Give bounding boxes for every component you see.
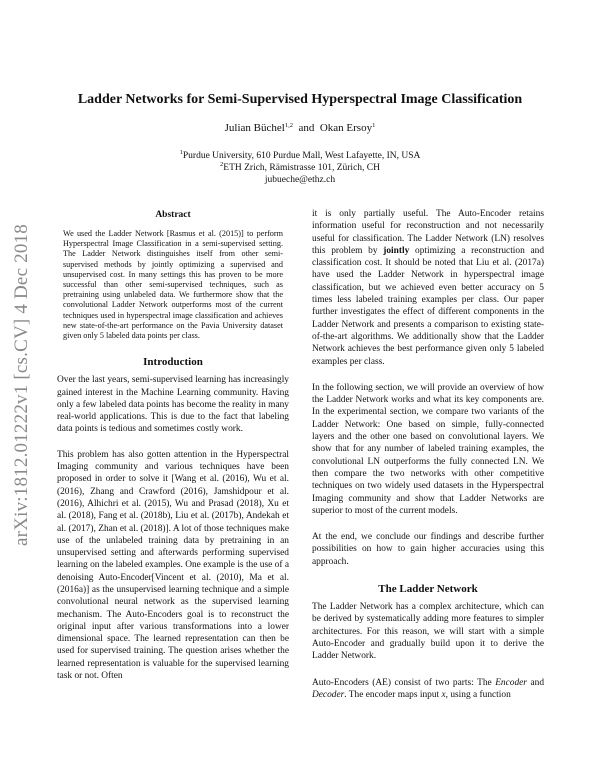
paper-title: Ladder Networks for Semi-Supervised Hyperspectral Image Classification xyxy=(77,92,523,107)
email: jubueche@ethz.ch xyxy=(264,175,336,185)
abstract-heading: Abstract xyxy=(155,210,191,220)
right-column xyxy=(312,208,544,715)
introduction-heading: Introduction xyxy=(143,356,203,369)
intro-paragraph-5: At the end, we conclude our findings and describe further possibilities on how to gain higher accuracies using this approach. xyxy=(312,532,544,567)
p2-and: and xyxy=(530,677,545,688)
affil-2-text: ETH Zrich, Rämistrasse 101, Zürich, CH xyxy=(223,163,380,173)
p3-text-b: optimizing a reconstruction and classification cost. It should be noted that Liu et al. (2017a) have used the Ladder Network in hyperspectral image classification, but we achieved even better accuracy on 5 times less labeled training examples per class. Our paper further investigates the effect of different components in the Ladder Network and presents a comparison to existing state-of-the-art algorithms. We additionally show that the Ladder Network achieves the best performance given only 5 labeled examples per class. xyxy=(312,245,545,367)
p2-text-c: , using a function xyxy=(445,689,511,700)
p3-text-a: it is only partially useful. The Auto-Encoder retains information useful for reconstruction and not necessarily useful for classification. The Ladder Network (LN) resolves this problem by xyxy=(312,209,544,256)
affil-1-text: Purdue University, 610 Purdue Mall, West Lafayette, IN, USA xyxy=(182,151,421,161)
affil-1-marker: 1 xyxy=(179,149,183,156)
p3-bold-jointly: jointly xyxy=(383,245,410,256)
ladder-paragraph-1: The Ladder Network has a complex architecture, which can be derived by systematically adding more features to simpler architectures. For this reason, we will start with a simple Auto-Encoder and gradually build upon it to derive the Ladder Network. xyxy=(312,602,544,662)
left-column xyxy=(57,210,289,695)
p2-text-a: Auto-Encoders (AE) consist of two parts: The xyxy=(312,677,492,688)
p2-text-b: . The encoder maps input xyxy=(344,689,440,700)
term-decoder: Decoder xyxy=(312,689,345,700)
term-encoder: Encoder xyxy=(495,677,527,688)
intro-paragraph-1: Over the last years, semi-supervised learning has increasingly gained interest in the Machine Learning community. Having only a few labeled data points has become the reality in many real-world applications. This is due to the fact that labeling data points is tedious and sometimes costly work. xyxy=(57,375,289,435)
affiliations xyxy=(0,150,600,186)
ladder-network-heading: The Ladder Network xyxy=(378,583,478,596)
author-2: Okan Ersoy xyxy=(319,122,373,134)
intro-paragraph-2: This problem has also gotten attention in the Hyperspectral Imaging community and various techniques have been proposed in order to solve it [Wang et al. (2016), Wu et al. (2016), Zhang and Crawford (2016), Jamshidpour et al. (2016), Alhichri et al. (2015), Wu and Prasad (2018), Xu et al. (2018), Fang et al. (2018b), Liu et al. (2017b), Andekah et al. (2017), Zhan et al. (2018)]. A lot of those techniques make use of the unlabeled training data by pretraining in an unsupervised setting and afterwards performing supervised learning on the labeled examples. One example is the use of a denoising Auto-Encoder[Vincent et al. (2010), Ma et al. (2016a)] as the unsupervised learning technique and a simple convolutional neural network as the supervised learning mechanism. The Auto-Encoders goal is to reconstruct the original input after various transformations into a lower dimensional space. The learned representation can then be used for supervised training. The question arises whether the learned representation is valuable for the supervised learning task or not. Often xyxy=(57,449,289,682)
ladder-paragraph-2 xyxy=(312,677,544,702)
arxiv-stamp: arXiv:1812.01222v1 [cs.CV] 4 Dec 2018 xyxy=(11,224,32,546)
affiliation-1 xyxy=(0,150,600,162)
affil-2-marker: 2 xyxy=(220,161,224,168)
author-2-affil-marker: 1 xyxy=(372,122,376,129)
author-1-affil-marker: 1,2 xyxy=(284,122,293,129)
intro-paragraph-4: In the following section, we will provide an overview of how the Ladder Network works and what its key components are. In the experimental section, we compare two variants of the Ladder Network: One based on simple, fully-connected layers and the other one based on convolutional layers. We show that for any number of labeled training examples, the convolutional LN outperforms the fully connected LN. We then compare the two networks with other competitive techniques on two widely used datasets in the Hyperspectral Imaging community and show that Ladder Networks are superior to most of the current models. xyxy=(312,382,544,516)
intro-paragraph-3 xyxy=(312,208,544,368)
author-connector: and xyxy=(298,122,315,134)
affiliation-2 xyxy=(0,162,600,174)
author-line xyxy=(0,122,600,134)
var-x: x xyxy=(441,689,446,700)
abstract-text: We used the Ladder Network [Rasmus et al. (2015)] to perform Hyperspectral Image Classification in a semi-supervised setting. The Ladder Network distinguishes itself from other semi-supervised methods by jointly optimizing a supervised and unsupervised cost. In many settings this has proven to be more successful than other semi-supervised techniques, such as pretraining using unlabeled data. We furthermore show that the convolutional Ladder Network outperforms most of the current techniques used in hyperspectral image classification and achieves new state-of-the-art performance on the Pavia University dataset given only 5 labeled data points per class. xyxy=(63,229,283,341)
author-1: Julian Büchel xyxy=(224,122,285,134)
